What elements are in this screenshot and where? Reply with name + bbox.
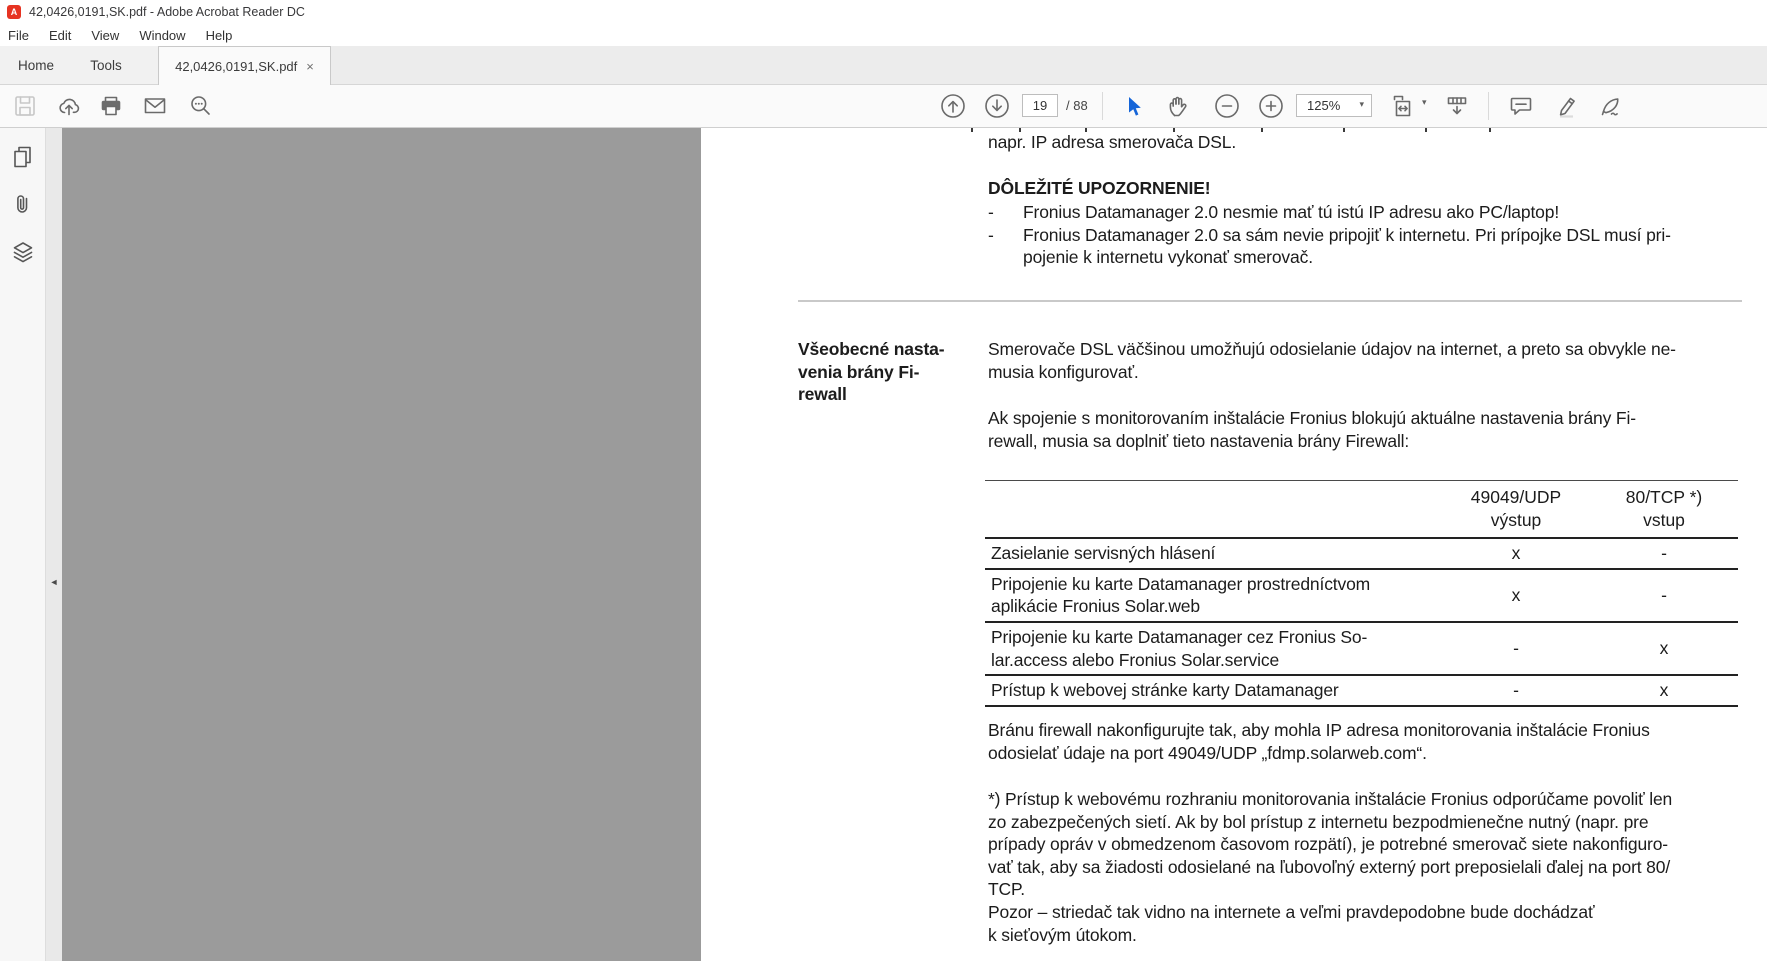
text-line: výstup	[1490, 509, 1542, 530]
text-line: prípady opráv v obmedzenom časovom rozpätí), je potrebné smerovač siete nakonfiguro-	[988, 834, 1668, 855]
paragraph-4	[988, 788, 1672, 946]
notice-item	[988, 201, 1671, 224]
bullet-marker: -	[988, 202, 994, 222]
table-row-label	[985, 570, 1442, 621]
text-line: Zasielanie servisných hlásení	[991, 543, 1216, 564]
zoom-in-icon[interactable]	[1258, 93, 1284, 119]
text-line: musia konfigurovať.	[988, 361, 1139, 382]
text-line: 49049/UDP	[1470, 487, 1562, 507]
toolbar-separator	[1102, 92, 1103, 120]
fill-sign-icon[interactable]	[1598, 93, 1624, 119]
pane-splitter[interactable]	[46, 128, 62, 961]
table-row-label	[985, 539, 1442, 568]
menu-bar	[0, 24, 1767, 46]
tab-document[interactable]	[158, 46, 331, 85]
paragraph-2	[988, 407, 1636, 452]
hand-icon[interactable]	[1166, 93, 1192, 119]
text-line: venia brány Fi-	[798, 361, 920, 382]
cloud-upload-icon[interactable]	[56, 93, 82, 119]
zoom-out-icon[interactable]	[1214, 93, 1240, 119]
notice-title: DÔLEŽITÉ UPOZORNENIE!	[988, 178, 1211, 198]
table-row	[985, 623, 1738, 676]
table-row-label	[985, 676, 1442, 705]
menu-item-window[interactable]: Window	[139, 27, 186, 43]
layers-icon[interactable]	[10, 240, 36, 266]
select-icon[interactable]	[1122, 93, 1148, 119]
text-line: Prístup k webovej stránke karty Datamanager	[991, 680, 1339, 701]
table-cell-udp-out: -	[1513, 638, 1519, 659]
text-line: aplikácie Fronius Solar.web	[991, 596, 1200, 617]
text-line: Všeobecné nasta-	[798, 339, 945, 359]
chevron-down-icon[interactable]: ▾	[1422, 97, 1427, 107]
text-line: rewall	[798, 384, 847, 405]
zoom-level-select[interactable]	[1296, 94, 1372, 117]
text-line: odosielať údaje na port 49049/UDP „fdmp.solarweb.com“.	[988, 742, 1427, 763]
table-header-row	[985, 481, 1738, 539]
table-cell-tcp-in: -	[1661, 584, 1667, 605]
text-line: k sieťovým útokom.	[988, 924, 1137, 945]
navigation-pane	[0, 128, 46, 961]
print-icon[interactable]	[98, 93, 124, 119]
page-up-icon[interactable]	[940, 93, 966, 119]
bullet-marker: -	[988, 224, 994, 245]
firewall-table	[985, 480, 1738, 707]
text-line: rewall, musia sa doplniť tieto nastavenia brány Firewall:	[988, 430, 1410, 451]
acrobat-app-icon: A	[7, 5, 21, 19]
section-heading	[798, 338, 944, 406]
notice-list	[988, 201, 1671, 269]
toolbar-separator	[1488, 92, 1489, 120]
scrolling-mode-icon[interactable]	[1444, 93, 1470, 119]
paragraph-intro: napr. IP adresa smerovača DSL.	[988, 132, 1237, 152]
attachments-icon[interactable]	[10, 192, 36, 218]
table-cell-udp-out: x	[1511, 542, 1521, 563]
section-divider	[798, 300, 1742, 302]
page-down-icon[interactable]	[984, 93, 1010, 119]
tab-tools[interactable]: Tools	[90, 57, 122, 73]
tab-bar-background	[331, 46, 1767, 84]
text-line: TCP.	[988, 879, 1026, 900]
close-tab-icon[interactable]: ×	[306, 58, 314, 74]
text-line: pojenie k internetu vykonať smerovač.	[1023, 247, 1313, 268]
paragraph-1	[988, 338, 1676, 383]
page-number-input[interactable]	[1022, 94, 1058, 117]
text-line: Fronius Datamanager 2.0 sa sám nevie pripojiť k internetu. Pri prípojke DSL musí pri-	[1023, 224, 1671, 245]
notice-item	[988, 224, 1671, 269]
menu-item-view[interactable]: View	[91, 27, 120, 43]
bullet-text	[1023, 201, 1559, 224]
text-line: vstup	[1643, 509, 1685, 530]
document-viewport	[0, 128, 1767, 961]
menu-item-file[interactable]: File	[8, 27, 29, 43]
page-total-label: / 88	[1066, 98, 1088, 113]
table-header-empty-cell	[985, 481, 1442, 537]
zoom-level-value: 125%	[1307, 98, 1341, 113]
text-line: Pripojenie ku karte Datamanager prostredníctvom	[991, 573, 1371, 594]
chevron-down-icon: ▾	[1359, 99, 1364, 109]
table-row	[985, 570, 1738, 623]
text-line: Fronius Datamanager 2.0 nesmie mať tú istú IP adresu ako PC/laptop!	[1023, 202, 1560, 222]
text-line: *) Prístup k webovému rozhraniu monitorovania inštalácie Fronius odporúčame povoliť len	[988, 789, 1673, 809]
text-line: lar.access alebo Fronius Solar.service	[991, 649, 1280, 670]
save-icon[interactable]	[12, 93, 38, 119]
bullet-text	[1023, 224, 1671, 269]
table-row-label	[985, 623, 1442, 674]
tab-document-label: 42,0426,0191,SK.pdf	[175, 58, 298, 74]
text-line: Smerovače DSL väčšinou umožňujú odosielanie údajov na internet, a preto sa obvykle ne-	[988, 339, 1676, 359]
fit-width-icon[interactable]	[1390, 93, 1416, 119]
table-column-header	[1442, 481, 1590, 537]
text-line: zo zabezpečených sietí. Ak by bol prístup z internetu bezpodmienečne nutný (napr. pre	[988, 811, 1649, 832]
menu-item-help[interactable]: Help	[205, 27, 233, 43]
comment-icon[interactable]	[1508, 93, 1534, 119]
highlight-icon[interactable]	[1554, 93, 1580, 119]
title-bar	[0, 0, 1767, 24]
text-line: 80/TCP *)	[1625, 487, 1703, 507]
pdf-page	[701, 128, 1767, 961]
text-line: Pripojenie ku karte Datamanager cez Fronius So-	[991, 626, 1368, 647]
text-line: Ak spojenie s monitorovaním inštalácie Fronius blokujú aktuálne nastavenia brány Fi-	[988, 408, 1636, 428]
toolbar	[0, 85, 1767, 128]
search-icon[interactable]	[188, 93, 214, 119]
paragraph-3	[988, 719, 1650, 764]
text-line: Bránu firewall nakonfigurujte tak, aby mohla IP adresa monitorovania inštalácie Fronius	[988, 720, 1650, 740]
table-cell-udp-out: -	[1513, 679, 1519, 700]
table-cell-tcp-in: -	[1661, 542, 1667, 563]
text-line: Pozor – striedač tak vidno na internete a veľmi pravdepodobne bude dochádzať	[988, 901, 1595, 922]
page-thumbnails-icon[interactable]	[10, 144, 36, 170]
table-row	[985, 676, 1738, 707]
table-row	[985, 539, 1738, 570]
collapse-pane-icon[interactable]: ◄	[49, 577, 59, 587]
table-column-header	[1590, 481, 1738, 537]
window-title: 42,0426,0191,SK.pdf - Adobe Acrobat Reader DC	[29, 5, 305, 19]
table-cell-tcp-in: x	[1659, 679, 1669, 700]
tab-home[interactable]: Home	[17, 57, 54, 73]
table-cell-tcp-in: x	[1659, 638, 1669, 659]
tab-bar	[0, 46, 1767, 85]
text-line: vať tak, aby sa žiadosti odosielané na ľubovoľný externý port preposielali ďalej na port 80/	[988, 856, 1671, 877]
table-cell-udp-out: x	[1511, 584, 1521, 605]
menu-item-edit[interactable]: Edit	[48, 27, 72, 43]
email-icon[interactable]	[142, 93, 168, 119]
